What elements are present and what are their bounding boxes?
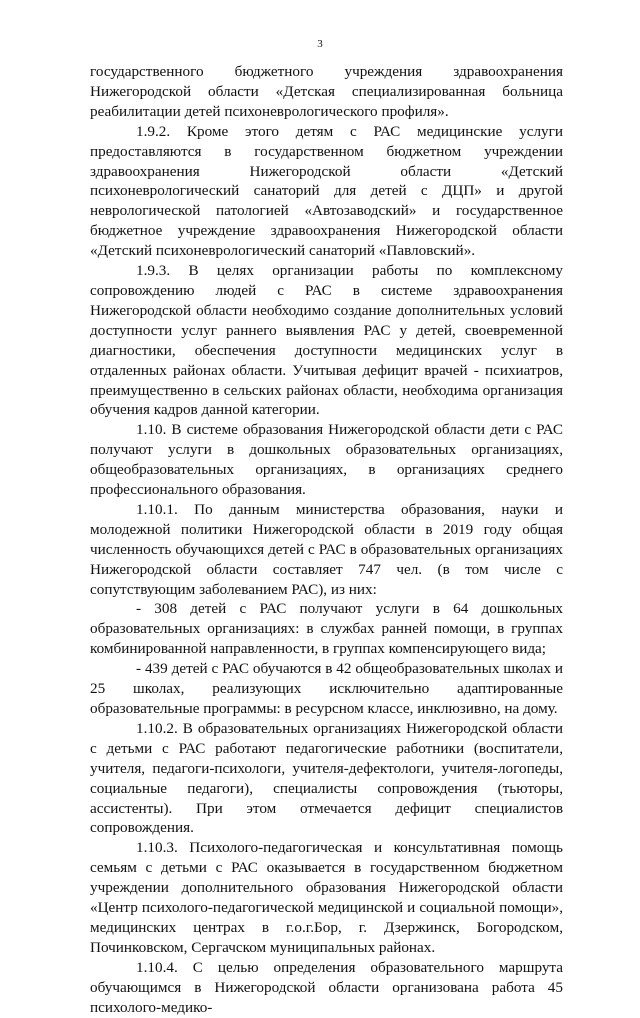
- paragraph-1-10-3: 1.10.3. Психолого-педагогическая и консультативная помощь семьям с детьми с РАС оказывается в государственном бюджетном учреждении дополнительного образования Нижегородской области «Центр психолого-педагогической медицинской и социальной помощи», медицинских центрах в г.о.г.Бор, г. Дзержинск, Богородском, Починковском, Сергачском муниципальных районах.: [90, 839, 563, 956]
- list-item-schools: - 439 детей с РАС обучаются в 42 общеобразовательных школах и 25 школах, реализующих исключительно адаптированные образовательные программы: в ресурсном классе, инклюзивно, на дому.: [90, 660, 563, 717]
- paragraph-1-10: 1.10. В системе образования Нижегородской области дети с РАС получают услуги в дошкольных образовательных организациях, общеобразовательных организациях, в организациях среднего профессионального образования.: [90, 421, 563, 499]
- page-number: 3: [317, 38, 323, 50]
- paragraph-1-10-1: 1.10.1. По данным министерства образования, науки и молодежной политики Нижегородской области в 2019 году общая численность обучающихся детей с РАС в образовательных организациях Нижегородской области составляет 747 чел. (в том числе с сопутствующим заболеванием РАС), из них:: [90, 500, 563, 598]
- document-body: [90, 62, 563, 1018]
- paragraph-1-9-2: 1.9.2. Кроме этого детям с РАС медицинские услуги предоставляются в государственном бюджетном учреждении здравоохранения Нижегородской области «Детский психоневрологический санаторий для детей с ДЦП» и другой неврологической патологией «Автозаводский» и государственное бюджетное учреждение здравоохранения Нижегородской области «Детский психоневрологический санаторий «Павловский».: [90, 122, 563, 260]
- paragraph-continuation: государственного бюджетного учреждения здравоохранения Нижегородской области «Детская специализированная больница реабилитации детей психоневрологического профиля».: [90, 63, 563, 120]
- list-item-preschool: - 308 детей с РАС получают услуги в 64 дошкольных образовательных организациях: в службах ранней помощи, в группах комбинированной направленности, в группах компенсирующего вида;: [90, 600, 563, 658]
- paragraph-1-10-4: 1.10.4. С целью определения образовательного маршрута обучающимся в Нижегородской области организована работа 45 психолого-медико-: [90, 958, 563, 1016]
- paragraph-1-9-3: 1.9.3. В целях организации работы по комплексному сопровождению людей с РАС в системе здравоохранения Нижегородской области необходимо создание дополнительных условий доступности услуг раннего выявления РАС у детей, своевременной диагностики, обеспечения доступности медицинских услуг в отдаленных районах области. Учитывая дефицит врачей - психиатров, преимущественно в сельских районах области, необходима организация обучения кадров данной категории.: [90, 262, 563, 419]
- paragraph-1-10-2: 1.10.2. В образовательных организациях Нижегородской области с детьми с РАС работают педагогические работники (воспитатели, учителя, педагоги-психологи, учителя-дефектологи, учителя-логопеды, социальные педагоги), специалисты сопровождения (тьюторы, ассистенты). При этом отмечается дефицит специалистов сопровождения.: [90, 719, 563, 837]
